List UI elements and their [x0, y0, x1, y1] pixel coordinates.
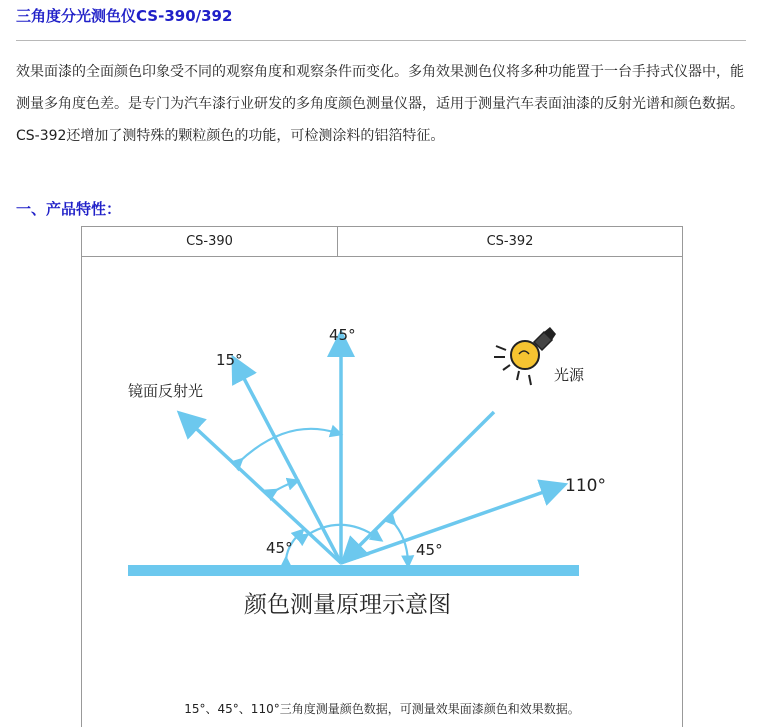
section-heading-features: 一、产品特性：: [16, 200, 122, 218]
arc-specular-to-45: [239, 429, 337, 462]
label-45-right: 45°: [416, 541, 443, 559]
label-110: 110°: [565, 476, 606, 496]
arc-15-small: [273, 482, 294, 492]
ray-110: [341, 488, 555, 563]
lightbulb-icon: [494, 327, 556, 385]
ray-specular: [187, 420, 341, 563]
title-divider: [16, 40, 746, 41]
ray-15: [238, 367, 341, 563]
intro-paragraph-1: 效果面漆的全面颜色印象受不同的观察角度和观察条件而变化。多角效果测色仪将多种功能置于一台手持式仪器中，能测量多角度色差。是专门为汽车漆行业研发的多角度颜色测量仪器，适用于测量汽车表面油漆的反射光谱和颜色数据。: [16, 64, 744, 112]
table-header-row: [82, 227, 682, 257]
intro-paragraph-2: CS-392还增加了测特殊的颗粒颜色的功能，可检测涂料的铝箔特征。: [16, 128, 445, 144]
table-header-cs392: CS-392: [486, 234, 534, 249]
label-45-top: 45°: [329, 326, 356, 344]
label-specular: 镜面反射光: [128, 382, 204, 400]
intro-text: [16, 56, 746, 152]
page-title: 三角度分光测色仪CS-390/392: [16, 7, 233, 25]
label-light-source: 光源: [554, 366, 585, 384]
diagram-title: 颜色测量原理示意图: [244, 592, 451, 618]
table-header-cs390: CS-390: [82, 227, 338, 256]
diagram-caption: 15°、45°、110°三角度测量颜色数据，可测量效果面漆颜色和效果数据。: [184, 702, 580, 716]
label-15: 15°: [216, 351, 243, 369]
measurement-principle-diagram: [82, 257, 682, 697]
label-45-left: 45°: [266, 539, 293, 557]
product-table: [81, 226, 683, 727]
sample-surface: [128, 565, 579, 576]
